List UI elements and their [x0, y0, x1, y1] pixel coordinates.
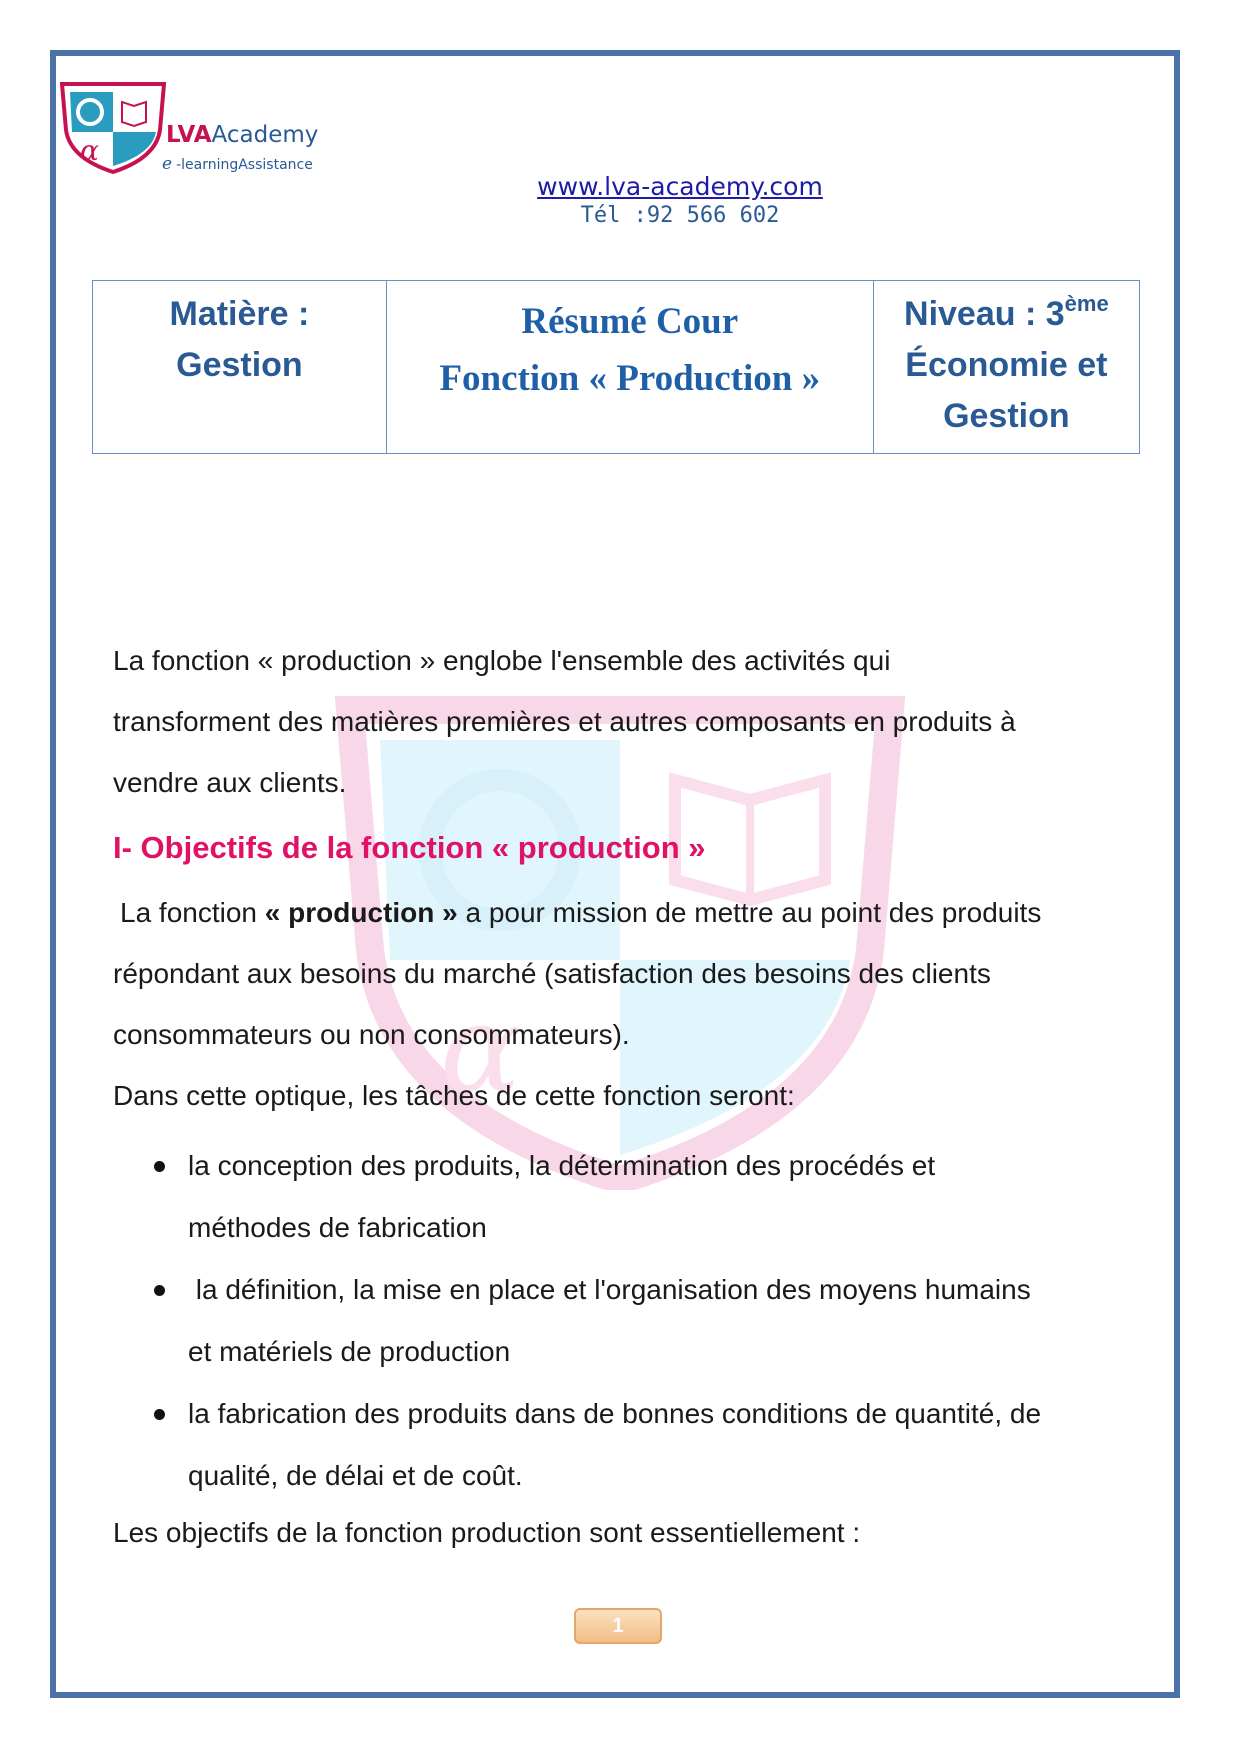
list-item: la conception des produits, la détermination des procédés et méthodes de fabrication [146, 1135, 1136, 1259]
mission-line: répondant aux besoins du marché (satisfaction des besoins des clients [113, 958, 991, 989]
list-item: la définition, la mise en place et l'organisation des moyens humains et matériels de production [146, 1259, 1136, 1383]
brand-name [166, 122, 318, 148]
level-label: Niveau : 3ème [904, 291, 1109, 333]
bullet-icon [154, 1161, 165, 1172]
level-track-line2: Gestion [943, 397, 1070, 435]
doc-title-line2: Fonction « Production » [439, 358, 821, 399]
intro-line: La fonction « production » englobe l'ensemble des activités qui [113, 645, 891, 676]
subject-value: Gestion [176, 346, 303, 384]
level-track-line1: Économie et [905, 346, 1108, 384]
brand-lva: LVA [166, 122, 212, 148]
website-link[interactable]: www.lva-academy.com [537, 172, 823, 201]
bullet-icon [154, 1409, 165, 1420]
svg-text:α: α [440, 980, 522, 1119]
page-number-badge: 1 [574, 1608, 662, 1644]
tasks-list [146, 1135, 1136, 1507]
level-cell [873, 281, 1139, 454]
tagline-e: e [162, 154, 173, 174]
brand-tagline [162, 154, 313, 174]
subject-cell [93, 281, 387, 454]
intro-line: vendre aux clients. [113, 767, 347, 798]
doc-title-line1: Résumé Cour [521, 301, 739, 342]
objectives-intro: Les objectifs de la fonction production sont essentiellement : [113, 1517, 861, 1548]
phone-number: Tél :92 566 602 [580, 203, 780, 228]
title-cell [386, 281, 873, 454]
mission-bold-term: « production » [264, 897, 458, 928]
lva-academy-logo-icon [58, 78, 168, 174]
course-info-table [92, 280, 1140, 454]
brand-academy: Academy [211, 122, 319, 148]
svg-text:α: α [80, 134, 99, 167]
list-item: la fabrication des produits dans de bonnes conditions de quantité, de qualité, de délai et de coût. [146, 1383, 1136, 1507]
mission-line: consommateurs ou non consommateurs). [113, 1019, 630, 1050]
level-superscript: ème [1064, 291, 1109, 316]
mission-paragraph [113, 882, 1133, 1126]
intro-paragraph [113, 630, 1133, 813]
section-heading-objectives: I- Objectifs de la fonction « production » [113, 830, 706, 865]
subject-label: Matière : [169, 295, 310, 333]
intro-line: transforment des matières premières et autres composants en produits à [113, 706, 1016, 737]
tasks-intro: Dans cette optique, les tâches de cette fonction seront: [113, 1080, 795, 1111]
mission-line: La fonction « production » a pour mission de mettre au point des produits [120, 897, 1042, 928]
tagline-text: -learningAssistance [176, 157, 313, 173]
bullet-icon [154, 1285, 165, 1296]
